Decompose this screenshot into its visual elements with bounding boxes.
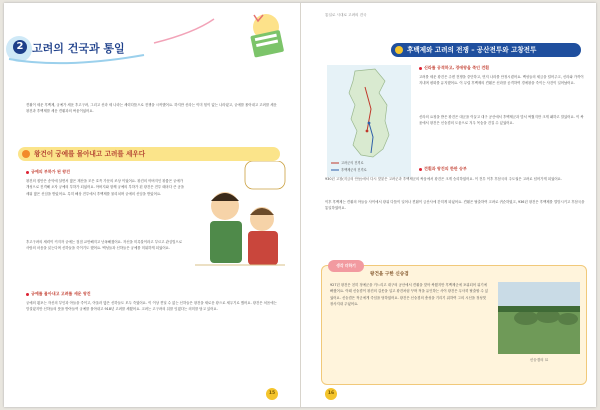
sun-icon <box>22 150 30 158</box>
section-heading <box>391 43 581 57</box>
running-header: 통일로 시대로 고려의 건국 <box>325 13 367 17</box>
paragraph-1: 고려를 세운 왕건은 주변 전쟁을 중단하고, 먼저 나라를 안정시켰어요. 백성들의 세금을 덜어주고, 신라와 가까이 지내며 평화를 유지했어요. 이 무렵 후백제의 견훤은 신라를 공격하여 경애왕을 죽이는 사건이 일어났어요. <box>419 75 584 86</box>
subheading-1: 신라를 공격하고, 경애왕을 죽인 견훤 <box>419 65 489 71</box>
right-page <box>301 3 596 407</box>
page-number-right: 16 <box>325 388 337 400</box>
paragraph-2: 후고구려의 세력이 커지자 궁예는 점점 교만해지고 난폭해졌어요. 자신을 미륵불이라고 부르고 관심법으로 사람의 마음을 읽는다며 신하들을 죽이기도 했어요. 백성들과 신하들은 궁예를 미워하게 되었어요. <box>26 240 182 251</box>
figure-robe <box>210 221 242 263</box>
illustration-wang-geon <box>190 161 290 273</box>
paragraph-2: 신라의 요청을 받은 왕건은 대군을 이끌고 대구 공산에서 후백제군과 맞서 싸웠지만 크게 패하고 말았어요. 이 싸움에서 왕건은 신숭겸의 도움으로 겨우 목숨을 건질 수 있었어요. <box>419 115 584 126</box>
map-peninsula <box>349 69 389 157</box>
callout-tag-text: 생각 더하기 <box>336 263 356 268</box>
left-page <box>4 3 300 407</box>
photo-caption: 신숭겸의 묘 <box>529 358 549 362</box>
paragraph-1: 왕건의 집안은 송악에 살면서 많은 재산을 모은 호족 가문의 조상 이었어요. 왕건의 아버지인 왕륭은 궁예가 개성으로 진격해 오자 궁예의 부하가 되었어요. 아버지와 함께 궁예의 부하가 된 왕건은 전투 때마다 큰 공을 세워 많은 신임을 받았어요. 특히 해상 전투에서 후백제를 물리치며 궁예의 신임을 받았어요. <box>26 179 185 196</box>
flower-icon <box>395 46 403 54</box>
deco-swoosh <box>154 19 214 43</box>
korea-battle-map <box>327 65 411 177</box>
page-number-left: 15 <box>266 388 278 400</box>
legend-hubaekje: 후백제군의 진격로 <box>341 168 367 172</box>
chapter-title: 고려의 건국과 통일 <box>32 42 125 55</box>
section-heading-text: 왕건이 궁예를 몰아내고 고려를 세우다 <box>34 150 146 158</box>
subheading-2: 견훤과 왕건의 한판 승부 <box>419 166 467 172</box>
subheading-1: 궁예의 부하가 된 왕건 <box>26 169 70 175</box>
callout-title: 왕건을 구한 신숭겸 <box>370 272 409 277</box>
section-heading <box>18 147 280 161</box>
book-spread <box>4 3 596 407</box>
legend-goryeo: 고려군의 진격로 <box>341 161 364 165</box>
section-heading-text: 후백제와 고려의 전쟁 – 공산전투와 고창전투 <box>407 46 537 54</box>
paragraph-4: 이후 후백제는 견훤의 아들들 사이에서 왕위 다툼이 일어나 견훤이 금산사에 갇히게 되었어요. 견훤은 탈출하여 고려로 귀순하였고, 936년 왕건은 후백제를 멸망시키고 후삼국을 통일하였어요. <box>325 200 585 211</box>
chapter-number: 2 <box>13 40 27 54</box>
chapter-intro: 견훤이 세운 후백제, 궁예가 세운 후고구려, 그리고 신라 세 나라는 세력다툼으로 전쟁을 시작했어요. 하지만 신라는 이미 힘이 없는 나라였고, 궁예를 몰아내고 고려를 세운 왕건과 후백제를 세운 견훤과의 싸움이었어요. <box>26 103 277 114</box>
callout-tag <box>328 260 364 272</box>
callout-box <box>321 265 587 385</box>
callout-text: 927년 왕건은 친히 정예군을 거느리고 대구의 공산에서 견훤을 맞아 싸웠지만 후백제군에 포위되어 위기에 빠졌어요. 이때 신숭겸이 왕건의 갑옷을 입고 왕건처럼 꾸며 적을 유인하는 사이 왕건은 무사히 탈출할 수 있었어요. 신숭겸은 적군에게 죽임을 당하였어요. 왕건은 신숭겸의 충성을 기리기 위하여 그의 시신을 정성껏 장사지내 주었어요. <box>330 283 489 307</box>
speech-bubble <box>245 161 285 189</box>
paragraph-3: 930년 고창(지금의 안동)에서 다시 맞붙은 고려군과 후백제군의 싸움에서 왕건은 크게 승리하였어요. 이 전투 이후 후삼국의 주도권은 고려로 넘어가게 되었어요. <box>325 177 563 181</box>
paragraph-3: 궁예의 횡포는 자신의 부인과 아들을 죽이고, 아울러 많은 신하들도 모두 죽였어요. 이 이상 견딜 수 없는 신하들은 왕건을 새로운 왕으로 세우기로 했어요. 왕건은 처음에는 망설였지만 신하들의 뜻을 받아들여 궁예를 몰아내고 918년 고려를 세웠어요. 고려는 고구려의 뒤를 잇겠다는 의미를 담고 있어요. <box>26 301 277 312</box>
subheading-2: 궁예를 몰아내고 고려를 세운 왕건 <box>26 291 91 297</box>
tomb-photo <box>498 282 580 354</box>
